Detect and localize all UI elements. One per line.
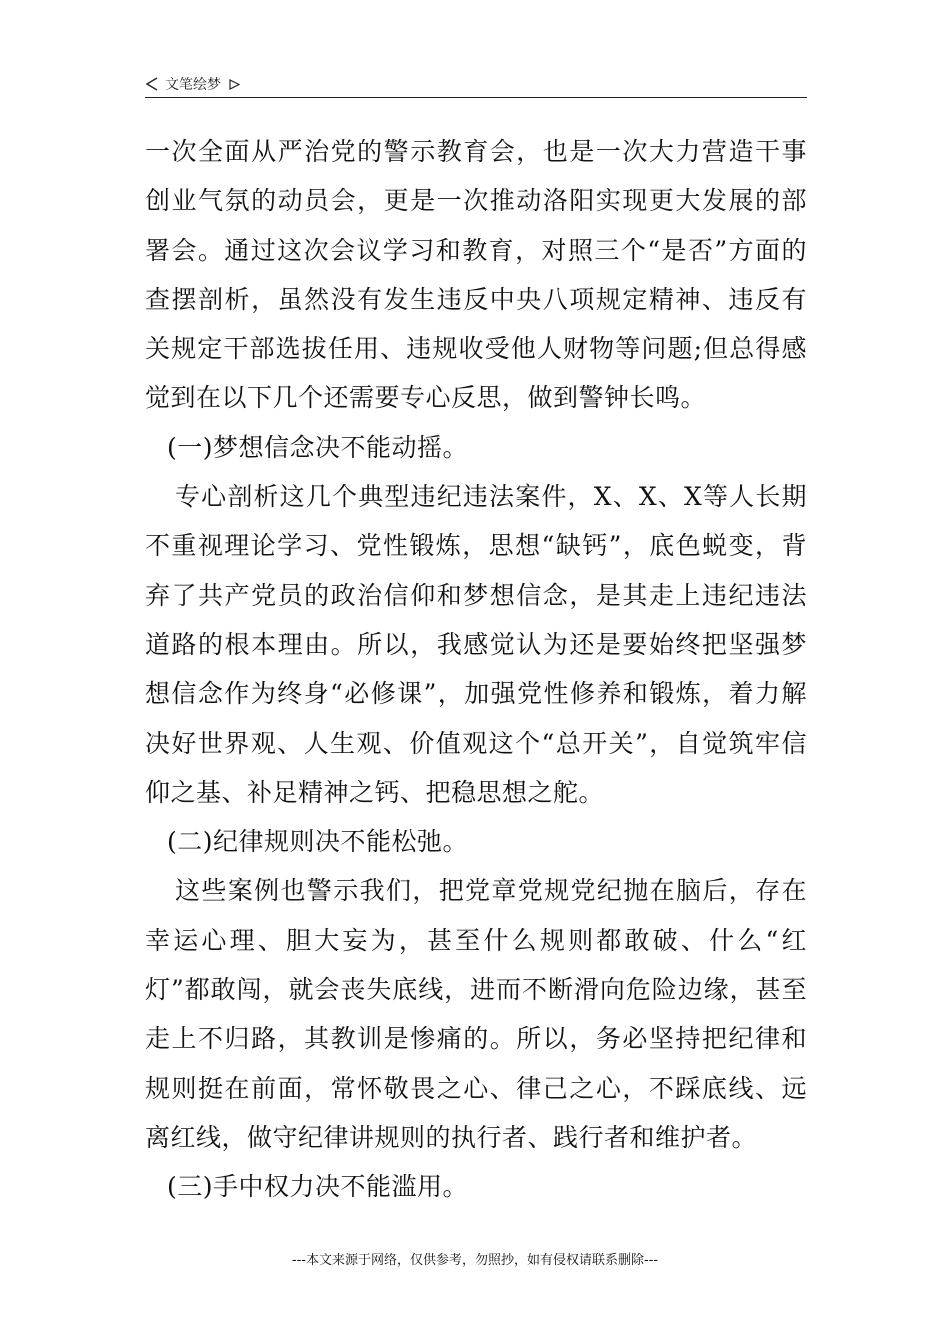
paragraph-continued: 一次全面从严治党的警示教育会，也是一次大力营造干事创业气氛的动员会，更是一次推动洛阳实现更大发展的部署会。通过这次会议学习和教育，对照三个“是否”方面的查摆剖析，虽然没有发生违反中央八项规定精神、违反有关规定干部选拔任用、违规收受他人财物等问题;但总得感觉到在以下几个还需要专心反思，做到警钟长鸣。 <box>145 137 807 413</box>
page-footer: ---本文来源于网络，仅供参考，勿照抄，如有侵权请联系删除--- <box>291 1253 659 1268</box>
paragraph: 专心剖析这几个典型违纪违法案件，X、X、X等人长期不重视理论学习、党性锻炼，思想“缺钙”，底色蜕变，背弃了共产党员的政治信仰和梦想信念，是其走上违纪违法道路的根本理由。所以，我感觉认为还是要始终把坚强梦想信念作为终身“必修课”，加强党性修养和锻炼，着力解决好世界观、人生观、价值观这个“总开关”，自觉筑牢信仰之基、补足精神之钙、把稳思想之舵。 <box>145 482 807 807</box>
header-rule <box>145 97 807 98</box>
page-header <box>145 72 807 96</box>
paragraph: 这些案例也警示我们，把党章党规党纪抛在脑后，存在幸运心理、胆大妄为，甚至什么规则都敢破、什么“红灯”都敢闯，就会丧失底线，进而不断滑向危险边缘，甚至走上不归路，其教训是惨痛的。所以，务必坚持把纪律和规则挺在前面，常怀敬畏之心、律己之心，不踩底线、远离红线，做守纪律讲规则的执行者、践行者和维护者。 <box>145 876 807 1152</box>
right-triangle-icon <box>229 79 240 90</box>
section-heading-1: (一)梦想信念决不能动摇。 <box>167 432 469 462</box>
section-heading-2: (二)纪律规则决不能松弛。 <box>167 827 469 857</box>
header-brand: 文笔绘梦 <box>165 77 221 93</box>
document-body <box>145 127 807 1212</box>
section-heading-3: (三)手中权力决不能滥用。 <box>167 1172 469 1202</box>
left-triangle-icon <box>145 77 159 91</box>
